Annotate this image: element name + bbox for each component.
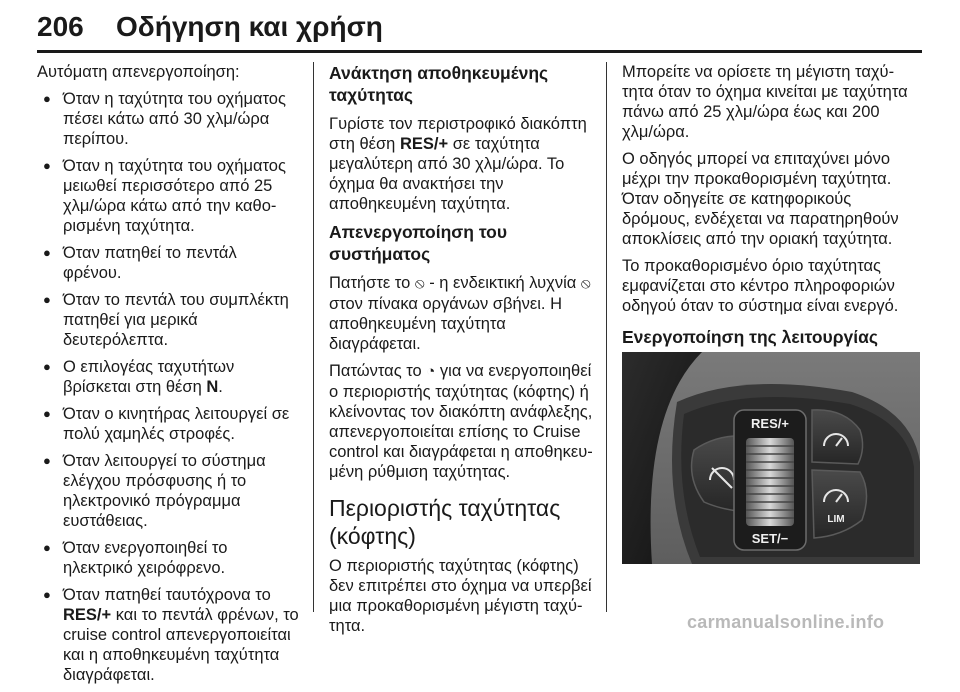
page-title: Οδήγηση και χρήση [116, 11, 383, 42]
list-item: ● Όταν λειτουργεί το σύστημα ελέγχου πρόσφυσης ή το ηλεκτρονικό πρόγραμμα ευστάθειας. [37, 451, 299, 531]
svg-text:SET/−: SET/− [751, 531, 789, 546]
list-item: ● Όταν ο κινητήρας λειτουργεί σε πολύ χαμηλές στροφές. [37, 404, 299, 444]
speed-limiter-icon: ◔ [426, 363, 436, 380]
heading-deactivate-system: Απενεργοποίηση του συστήματος [329, 222, 508, 264]
heading-speed-limiter: Περιοριστής ταχύτητας (κόφτης) [329, 495, 561, 549]
paragraph-driver-accel: Ο οδηγός μπορεί να επιταχύνει μόνο μέχρι την προκαθορισμένη ταχύτητα. Όταν οδηγείτε σε κατηφορικούς δρόμους, ενδέχεται να παρατηρηθούν αποκλίσεις από την οριακή ταχύτητα. [622, 150, 899, 248]
deactivation-list [37, 89, 299, 685]
svg-text:RES/+: RES/+ [751, 416, 789, 431]
list-item: ● Όταν η ταχύτητα του οχήματος μειωθεί περισσότερο από 25 χλμ/ώρα κάτω από την καθορισμένη ταχύτητα. [37, 156, 299, 236]
svg-text:LIM: LIM [827, 514, 845, 525]
watermark: carmanualsonline.info [687, 612, 885, 632]
heading-activate-function: Ενεργοποίηση της λειτουργίας [622, 327, 878, 347]
list-item: ● Όταν πατηθεί ταυτόχρονα το RES/+ και το πεντάλ φρένων, το cruise control απενεργοποιείται και η αποθηκευμένη ταχύτητα διαγράφεται. [37, 585, 299, 685]
column-1 [37, 62, 299, 692]
heading-recall-speed: Ανάκτηση αποθηκευμένης ταχύτητας [329, 63, 549, 105]
column-divider-2 [606, 62, 607, 612]
paragraph-deactivate-2: Πατώντας το ◔ για να ενεργοποιηθεί ο περιοριστής ταχύτητας (κόφτης) ή κλείνοντας τον διακόπτη ανάφλεξης, απενεργοποιείται επίσης το Cruise control και διαγράφεται η αποθηκευμένη ρύθμιση ταχύτητας. [329, 362, 593, 481]
column-divider-1 [313, 62, 314, 612]
list-item: ● Όταν το πεντάλ του συμπλέκτη πατηθεί για μερικά δευτερόλεπτα. [37, 290, 299, 350]
paragraph-recall: Γυρίστε τον περιστροφικό διακόπτη στη θέση RES/+ σε ταχύτητα μεγαλύτερη από 30 χλμ/ώρα. Το όχημα θα ανακτήσει την αποθηκευμένη ταχύτητα. [329, 115, 587, 213]
cruise-off-icon: ⦸ [580, 275, 591, 292]
paragraph-limit-display: Το προκαθορισμένο όριο ταχύτητας εμφανίζεται στο κέντρο πληροφοριών οδηγού όταν το σύστημα είναι ενεργό. [622, 257, 899, 315]
steering-wheel-controls-figure [622, 352, 920, 564]
paragraph-limiter: Ο περιοριστής ταχύτητας (κόφτης) δεν επιτρέπει στο όχημα να υπερβεί μια προκαθορισμένη μέγιστη ταχύτητα. [329, 557, 592, 635]
cruise-thumbwheel [734, 410, 806, 550]
header-rule [37, 50, 922, 53]
list-item: ● Όταν η ταχύτητα του οχήματος πέσει κάτω από 30 χλμ/ώρα περίπου. [37, 89, 299, 149]
paragraph-max-speed: Μπορείτε να ορίσετε τη μέγιστη ταχύτητα όταν το όχημα κινείται με ταχύτητα πάνω από 25 χλμ/ώρα έως και 200 χλμ/ώρα. [622, 63, 908, 141]
page-header [0, 0, 960, 52]
page-number: 206 [37, 11, 84, 42]
paragraph-deactivate: Πατήστε το ⦸ - η ενδεικτική λυχνία ⦸ στον πίνακα οργάνων σβήνει. Η αποθηκευμένη ταχύτητα διαγράφεται. [329, 274, 591, 353]
list-item: ● Όταν πατηθεί το πεντάλ φρένου. [37, 243, 299, 283]
cruise-off-icon: ⦸ [414, 275, 425, 292]
list-item: ● Όταν ενεργοποιηθεί το ηλεκτρικό χειρόφρενο. [37, 538, 299, 578]
column-3 [622, 62, 912, 356]
list-item: ● Ο επιλογέας ταχυτήτων βρίσκεται στη θέση N. [37, 357, 299, 397]
column-2 [329, 62, 594, 643]
auto-deactivation-intro: Αυτόματη απενεργοποίηση: [37, 63, 240, 81]
